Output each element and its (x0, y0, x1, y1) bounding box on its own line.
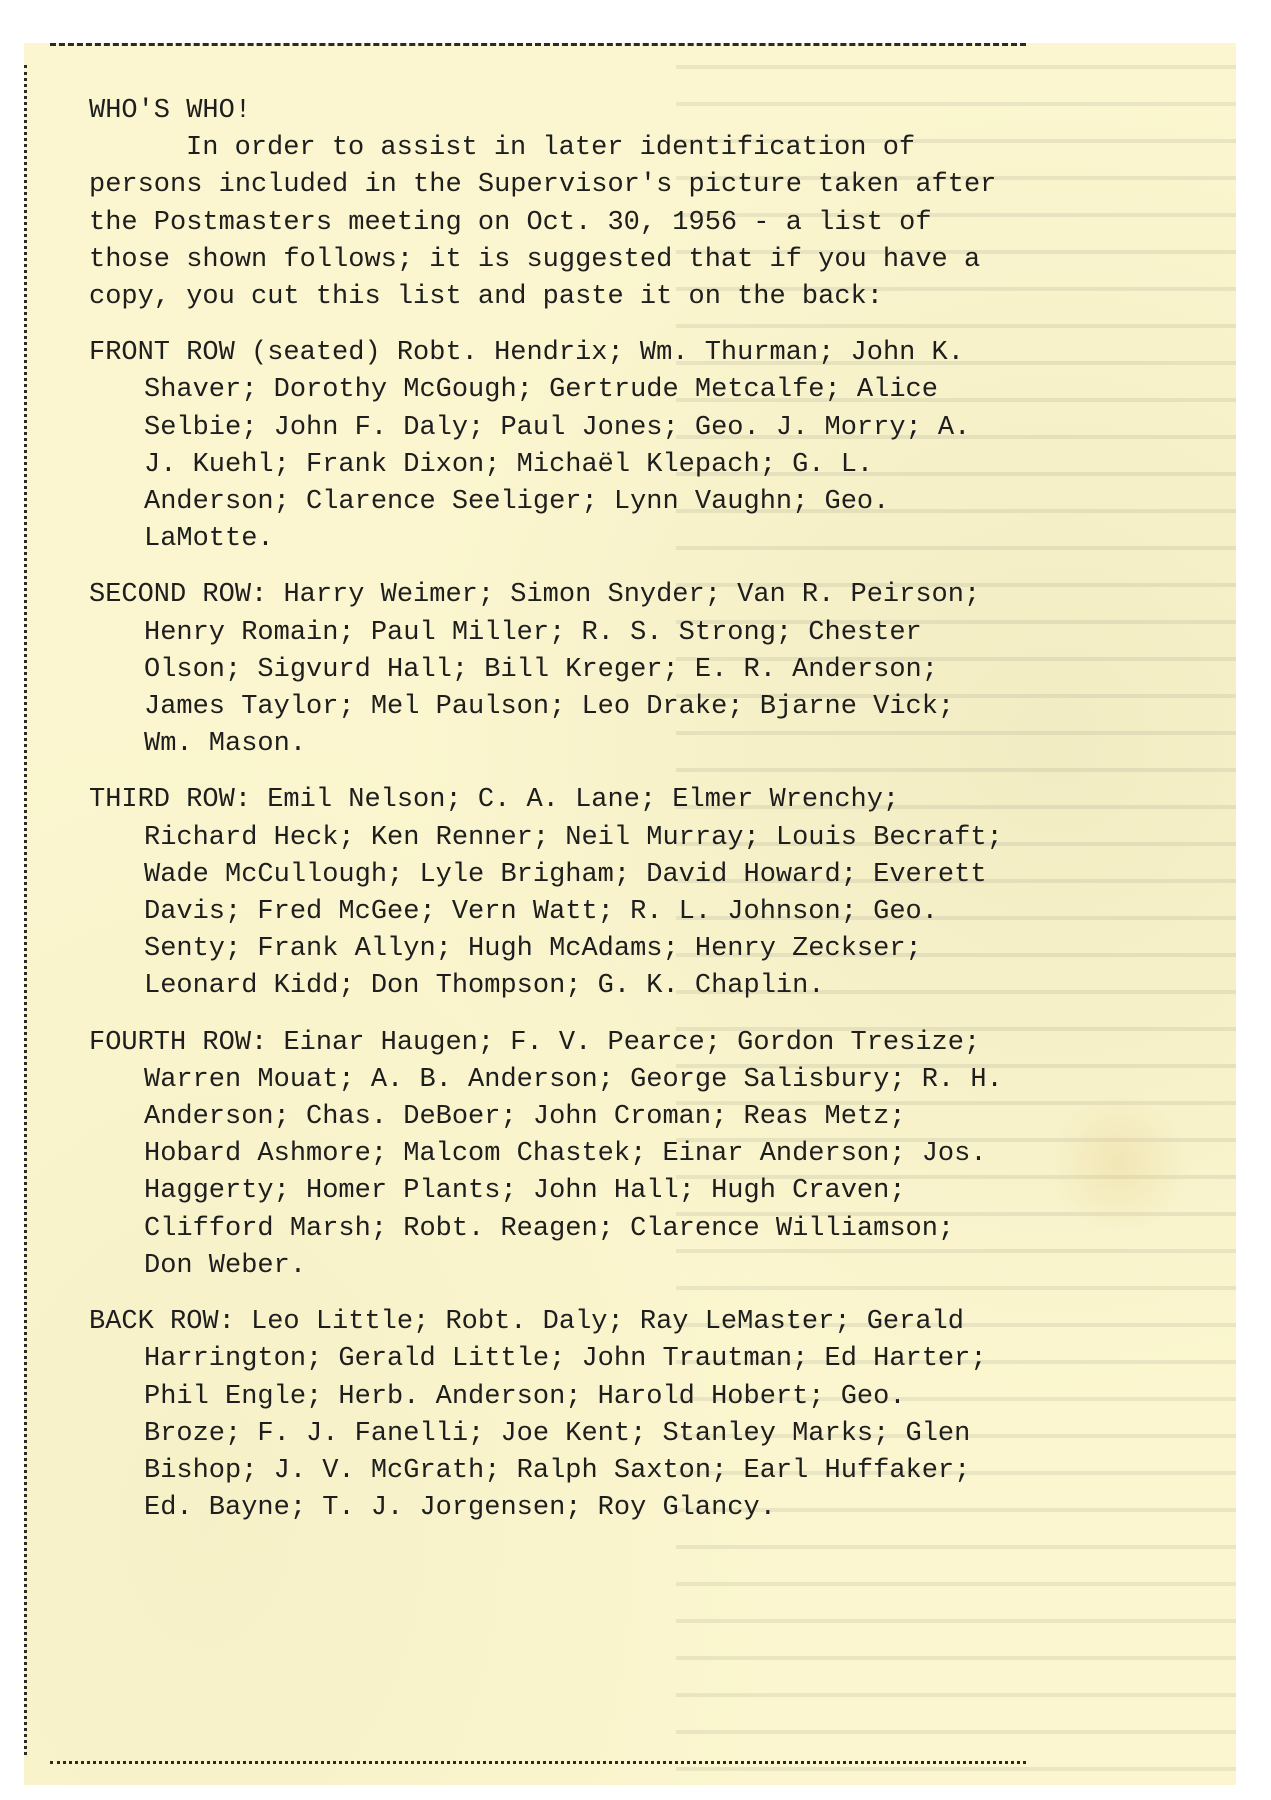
front-row-entry (89, 335, 1089, 558)
page-title: WHO'S WHO! (89, 96, 252, 126)
row-label: SECOND ROW: (89, 580, 268, 611)
third-row-entry (89, 782, 1089, 1005)
second-row-entry (89, 577, 1089, 763)
left-dotted-margin (24, 65, 27, 1755)
row-label: FRONT ROW (seated) (89, 338, 381, 369)
row-names: Einar Haugen; F. V. Pearce; Gordon Tresize; Warren Mouat; A. B. Anderson; George Salisbury; R. H. Anderson; Chas. DeBoer; John Croman; Reas Metz; Hobard Ashmore; Malcom Chastek; Einar Anderson; Jos. Haggerty; Homer Plants; John Hall; Hugh Craven; Clifford Marsh; Robt. Reagen; Clarence Williamson; Don Weber. (144, 1027, 1003, 1281)
row-names: Harry Weimer; Simon Snyder; Van R. Peirson; Henry Romain; Paul Miller; R. S. Strong; Chester Olson; Sigvurd Hall; Bill Kreger; E. R. Anderson; James Taylor; Mel Paulson; Leo Drake; Bjarne Vick; Wm. Mason. (144, 580, 981, 760)
typed-page (24, 43, 1236, 1785)
row-label: THIRD ROW: (89, 785, 252, 816)
row-names: Leo Little; Robt. Daly; Ray LeMaster; Gerald Harrington; Gerald Little; John Trautman; Ed Harter; Phil Engle; Herb. Anderson; Harold Hobert; Geo. Broze; F. J. Fanelli; Joe Kent; Stanley Marks; Glen Bishop; J. V. McGrath; Ralph Saxton; Earl Huffaker; Ed. Bayne; T. J. Jorgensen; Roy Glancy. (144, 1307, 987, 1524)
row-label: BACK ROW: (89, 1307, 235, 1338)
intro-paragraph: In order to assist in later identification of persons included in the Supervisor's picture taken after the Postmasters meeting on Oct. 30, 1956 - a list of those shown follows; it is suggested that if you have a copy, you cut this list and paste it on the back: (89, 133, 997, 313)
document-body (89, 93, 1089, 1546)
row-names: Emil Nelson; C. A. Lane; Elmer Wrenchy; Richard Heck; Ken Renner; Neil Murray; Louis Becraft; Wade McCullough; Lyle Brigham; David Howard; Everett Davis; Fred McGee; Vern Watt; R. L. Johnson; Geo. Senty; Frank Allyn; Hugh McAdams; Henry Zeckser; Leonard Kidd; Don Thompson; G. K. Chaplin. (144, 785, 1003, 1002)
bottom-dotted-rule (50, 1761, 1026, 1764)
row-names: Robt. Hendrix; Wm. Thurman; John K. Shaver; Dorothy McGough; Gertrude Metcalfe; Alice Selbie; John F. Daly; Paul Jones; Geo. J. Morry; A. J. Kuehl; Frank Dixon; Michaël Klepach; G. L. Anderson; Clarence Seeliger; Lynn Vaughn; Geo. LaMotte. (144, 338, 971, 555)
row-label: FOURTH ROW: (89, 1027, 268, 1058)
top-dashed-rule (50, 43, 1026, 46)
fourth-row-entry (89, 1025, 1089, 1285)
back-row-entry (89, 1304, 1089, 1527)
